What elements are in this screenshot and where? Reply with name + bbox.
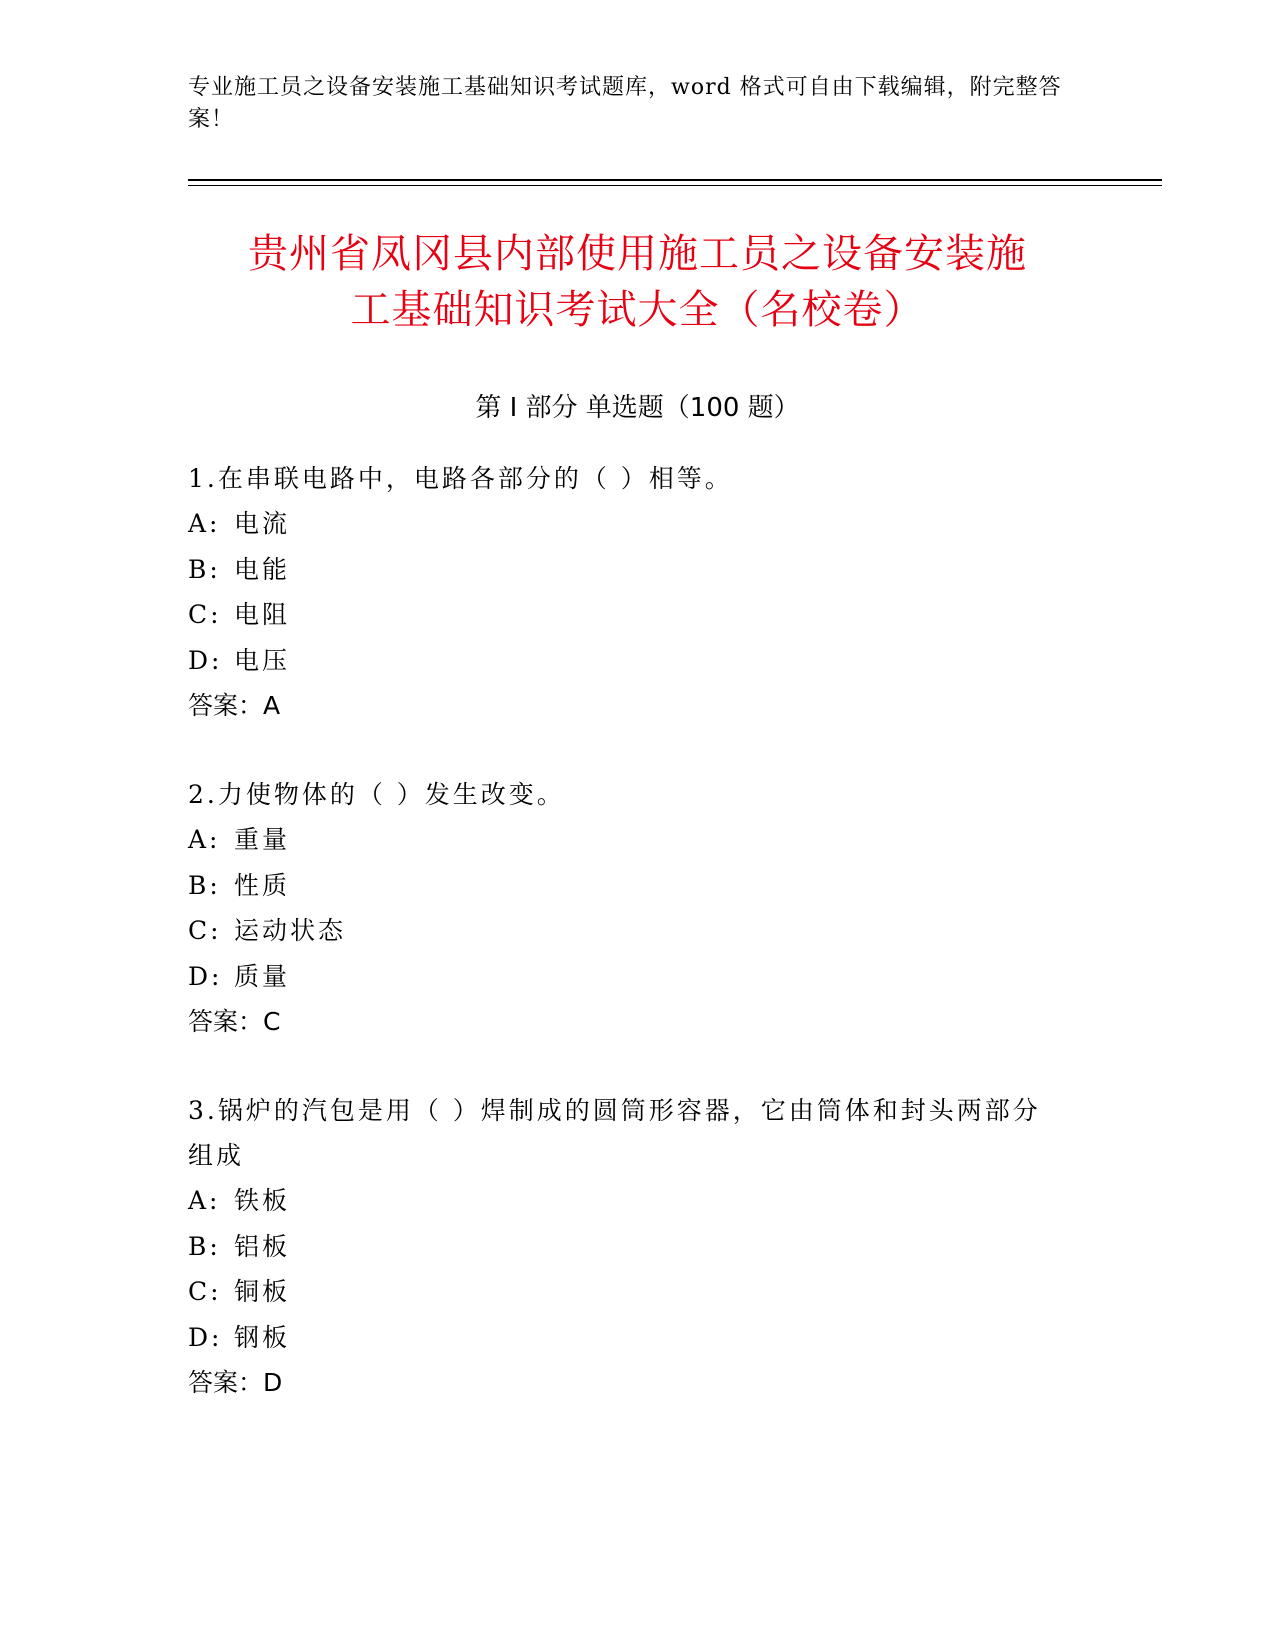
option-letter: D: [188,961,223,991]
option-text: 电压 [234,645,291,675]
option-text: 铜板 [234,1277,291,1306]
answer-value: D [263,1368,283,1397]
answer-value: A [263,691,281,720]
option-letter: C: [188,600,222,629]
question-stem: 3.锅炉的汽包是用（ ）焊制成的圆筒形容器，它由筒体和封头两部分组成 [188,1096,1041,1170]
title-line-1: 贵州省凤冈县内部使用施工员之设备安装施 [248,231,1027,277]
option-b [188,863,1088,909]
option-d [188,954,1088,1000]
title-line-2: 工基础知识考试大全（名校卷） [350,287,925,333]
option-text: 质量 [234,961,291,991]
option-letter: C: [188,916,222,945]
question-3 [188,1088,1068,1406]
answer-label: 答案： [188,1368,264,1397]
option-letter: B: [188,554,221,584]
answer-label: 答案： [188,1007,264,1036]
option-a [188,817,1088,863]
option-letter: B: [188,1231,221,1261]
header-divider-thin [188,185,1162,186]
section-title: 第 I 部分 单选题（100 题） [475,393,800,423]
option-c [188,592,1088,638]
option-letter: D: [188,645,223,675]
answer-line [188,683,1088,729]
option-text: 电阻 [234,600,291,629]
option-text: 电流 [234,509,291,538]
answer-label: 答案： [188,691,264,720]
option-c [188,908,1088,954]
option-text: 重量 [234,825,291,854]
option-b [188,547,1088,593]
option-a [188,501,1088,547]
option-text: 钢板 [234,1322,291,1352]
option-text: 性质 [234,870,291,900]
question-stem: 1.在串联电路中，电路各部分的（ ）相等。 [188,464,733,493]
option-b [188,1224,1068,1270]
option-text: 铝板 [234,1231,291,1261]
option-d [188,638,1088,684]
answer-value: C [263,1007,281,1036]
option-text: 电能 [234,554,291,584]
option-text: 铁板 [234,1186,291,1215]
question-1 [188,456,1088,729]
option-d [188,1315,1068,1361]
header-note: 专业施工员之设备安装施工基础知识考试题库，word 格式可自由下载编辑，附完整答案！ [188,75,1062,132]
question-stem: 2.力使物体的（ ）发生改变。 [188,780,565,809]
answer-line [188,1360,1068,1406]
option-letter: A: [188,825,221,854]
question-2 [188,772,1088,1045]
option-letter: D: [188,1322,223,1352]
option-a [188,1178,1068,1224]
option-text: 运动状态 [234,916,347,945]
option-letter: A: [188,509,221,538]
header-divider-thick [188,179,1162,181]
document-title [160,226,1115,338]
answer-line [188,999,1088,1045]
option-c [188,1269,1068,1315]
option-letter: B: [188,870,221,900]
option-letter: A: [188,1186,221,1215]
option-letter: C: [188,1277,222,1306]
